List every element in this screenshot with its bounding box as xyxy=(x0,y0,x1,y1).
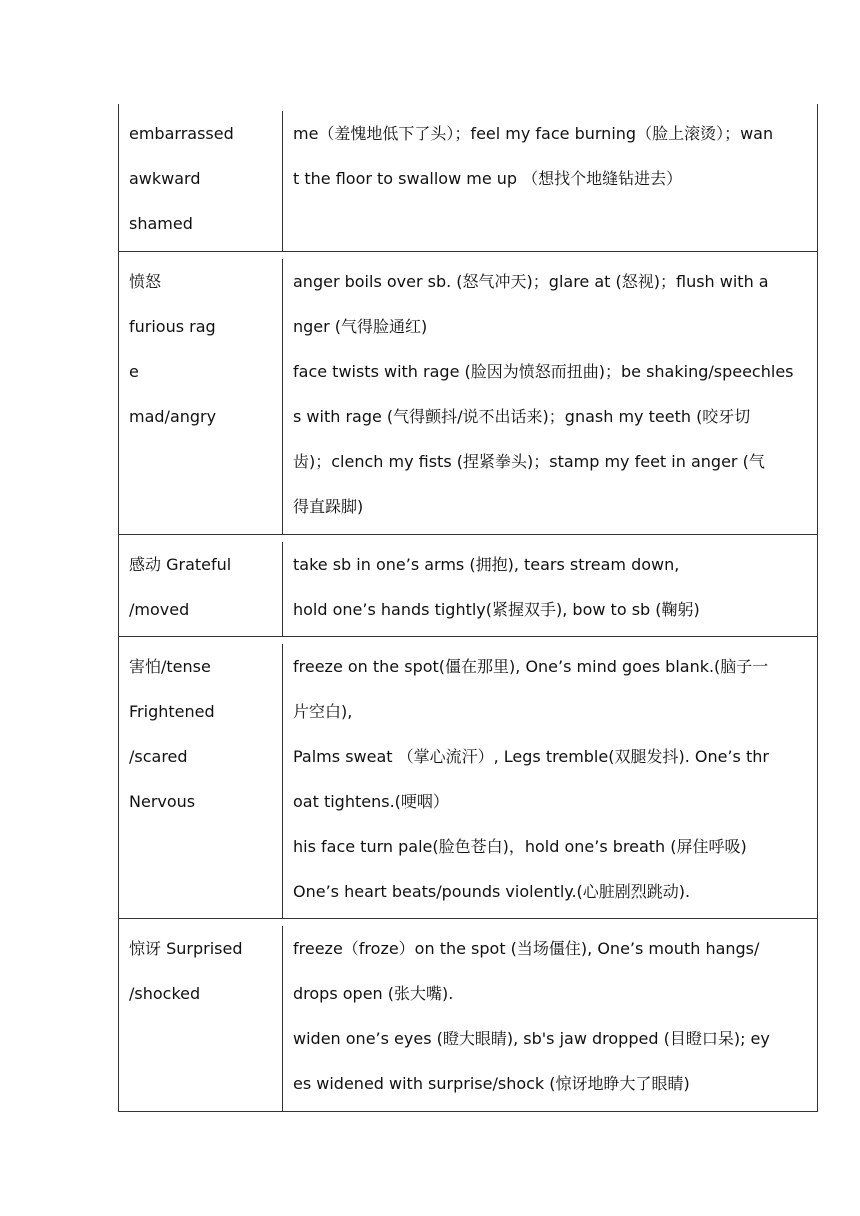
emotion-term: Frightened xyxy=(129,702,215,721)
emotion-term: shamed xyxy=(129,214,193,233)
expression-cell xyxy=(283,926,817,1111)
expression-line: 得直跺脚) xyxy=(293,497,364,516)
emotion-cell xyxy=(119,926,283,1111)
emotion-term: 感动 Grateful xyxy=(129,555,232,574)
table-row xyxy=(119,104,817,251)
expression-line: freeze（froze）on the spot (当场僵住), One’s mouth hangs/ xyxy=(293,939,760,958)
expression-line: drops open (张大嘴). xyxy=(293,984,454,1003)
expression-line: es widened with surprise/shock (惊讶地睁大了眼睛) xyxy=(293,1074,690,1093)
expression-line: his face turn pale(脸色苍白)，hold one’s breath (屏住呼吸) xyxy=(293,837,747,856)
expression-line: me（羞愧地低下了头）；feel my face burning（脸上滚烫）；wan xyxy=(293,124,774,143)
emotion-term: /scared xyxy=(129,747,188,766)
expression-line: hold one’s hands tightly(紧握双手), bow to sb (鞠躬) xyxy=(293,600,700,619)
table-row xyxy=(119,636,817,918)
expression-line: One’s heart beats/pounds violently.(心脏剧烈跳动). xyxy=(293,882,691,901)
emotion-term: /moved xyxy=(129,600,190,619)
expression-line: 齿)；clench my fists (捏紧拳头)；stamp my feet in anger (气 xyxy=(293,452,765,471)
expression-cell xyxy=(283,111,817,251)
expression-line: face twists with rage (脸因为愤怒而扭曲)；be shaking/speechles xyxy=(293,362,794,381)
emotion-term: 害怕/tense xyxy=(129,657,211,676)
expression-line: widen one’s eyes (瞪大眼睛), sb's jaw dropped (目瞪口呆); ey xyxy=(293,1029,770,1048)
expression-cell xyxy=(283,259,817,534)
expression-line: s with rage (气得颤抖/说不出话来)；gnash my teeth (咬牙切 xyxy=(293,407,751,426)
table-row xyxy=(119,534,817,636)
expression-line: t the floor to swallow me up （想找个地缝钻进去） xyxy=(293,169,683,188)
expression-cell xyxy=(283,644,817,918)
expression-line: freeze on the spot(僵在那里), One’s mind goes blank.(脑子一 xyxy=(293,657,769,676)
emotion-term: furious rag xyxy=(129,317,216,336)
emotion-term: 愤怒 xyxy=(129,272,162,291)
expression-line: anger boils over sb. (怒气冲天)；glare at (怒视)；flush with a xyxy=(293,272,769,291)
emotion-cell xyxy=(119,259,283,534)
expression-line: oat tightens.(哽咽） xyxy=(293,792,449,811)
emotion-term: embarrassed xyxy=(129,124,234,143)
emotion-table xyxy=(118,104,818,1112)
expression-line: take sb in one’s arms (拥抱), tears stream down, xyxy=(293,555,680,574)
expression-line: Palms sweat （掌心流汗）, Legs tremble(双腿发抖). One’s thr xyxy=(293,747,769,766)
emotion-term: 惊讶 Surprised xyxy=(129,939,243,958)
emotion-cell xyxy=(119,111,283,251)
emotion-term: /shocked xyxy=(129,984,201,1003)
expression-line: 片空白), xyxy=(293,702,353,721)
table-row xyxy=(119,251,817,534)
expression-line: nger (气得脸通红) xyxy=(293,317,428,336)
emotion-term: awkward xyxy=(129,169,201,188)
emotion-term: mad/angry xyxy=(129,407,217,426)
emotion-cell xyxy=(119,542,283,636)
emotion-cell xyxy=(119,644,283,918)
emotion-term: e xyxy=(129,362,139,381)
expression-cell xyxy=(283,542,817,636)
emotion-term: Nervous xyxy=(129,792,196,811)
table-row xyxy=(119,918,817,1111)
